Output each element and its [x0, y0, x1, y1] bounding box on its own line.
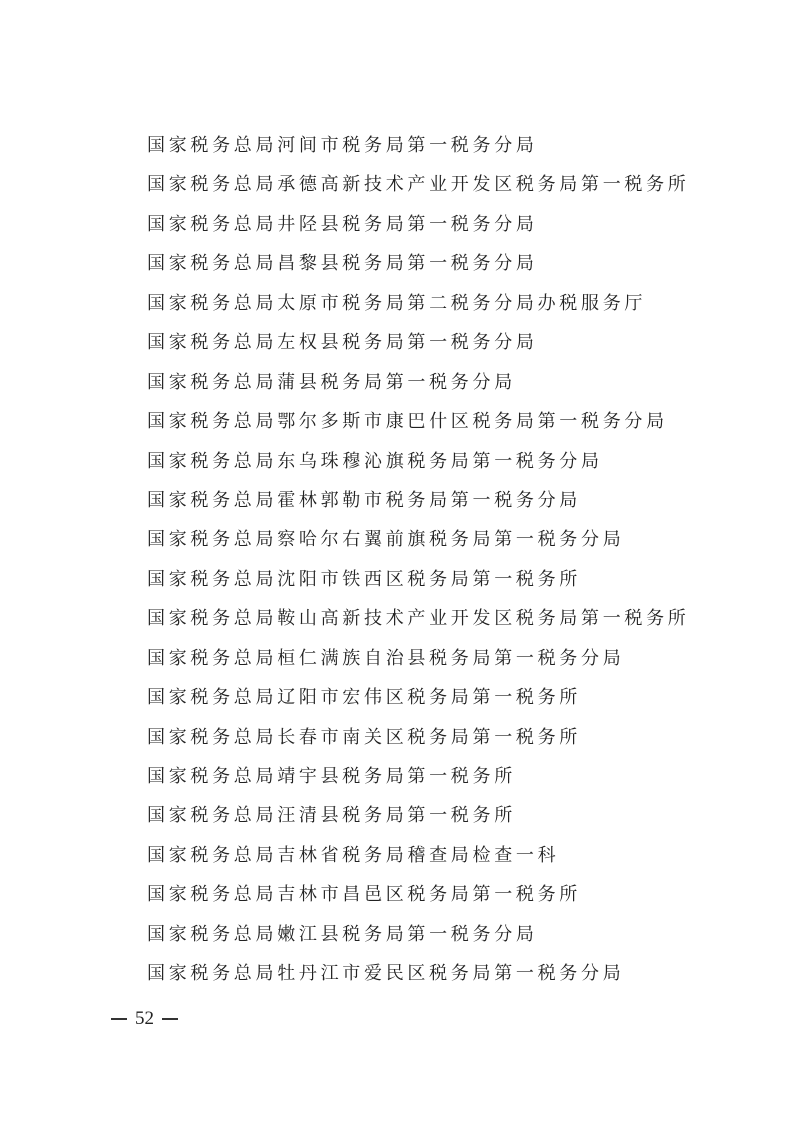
list-item: 国家税务总局汪清县税务局第一税务所 [147, 805, 516, 827]
list-item: 国家税务总局嫩江县税务局第一税务分局 [147, 923, 538, 945]
list-item: 国家税务总局长春市南关区税务局第一税务所 [147, 726, 581, 748]
list-item: 国家税务总局左权县税务局第一税务分局 [147, 332, 538, 354]
list-item: 国家税务总局太原市税务局第二税务分局办税服务厅 [147, 292, 647, 314]
list-item: 国家税务总局井陉县税务局第一税务分局 [147, 213, 538, 235]
list-item: 国家税务总局靖宇县税务局第一税务所 [147, 766, 516, 787]
list-item: 国家税务总局牡丹江市爱民区税务局第一税务分局 [147, 963, 625, 985]
page-number: 52 [135, 1008, 154, 1029]
list-item: 国家税务总局东乌珠穆沁旗税务局第一税务分局 [147, 450, 603, 472]
list-item: 国家税务总局霍林郭勒市税务局第一税务分局 [147, 489, 581, 511]
list-item: 国家税务总局承德高新技术产业开发区税务局第一税务所 [147, 174, 690, 196]
list-item: 国家税务总局河间市税务局第一税务分局 [147, 135, 538, 156]
list-item: 国家税务总局昌黎县税务局第一税务分局 [147, 253, 538, 275]
list-item: 国家税务总局桓仁满族自治县税务局第一税务分局 [147, 647, 625, 669]
list-item: 国家税务总局沈阳市铁西区税务局第一税务所 [147, 568, 581, 590]
tax-office-list [147, 133, 690, 1001]
list-item: 国家税务总局鞍山高新技术产业开发区税务局第一税务所 [147, 608, 690, 630]
list-item: 国家税务总局蒲县税务局第一税务分局 [147, 371, 516, 393]
right-dash [162, 1018, 178, 1020]
left-dash [111, 1018, 127, 1020]
page-footer [111, 1008, 178, 1030]
list-item: 国家税务总局察哈尔右翼前旗税务局第一税务分局 [147, 529, 625, 551]
list-item: 国家税务总局辽阳市宏伟区税务局第一税务所 [147, 687, 581, 709]
list-item: 国家税务总局吉林省税务局稽查局检查一科 [147, 844, 560, 866]
list-item: 国家税务总局吉林市昌邑区税务局第一税务所 [147, 884, 581, 906]
list-item: 国家税务总局鄂尔多斯市康巴什区税务局第一税务分局 [147, 411, 668, 433]
